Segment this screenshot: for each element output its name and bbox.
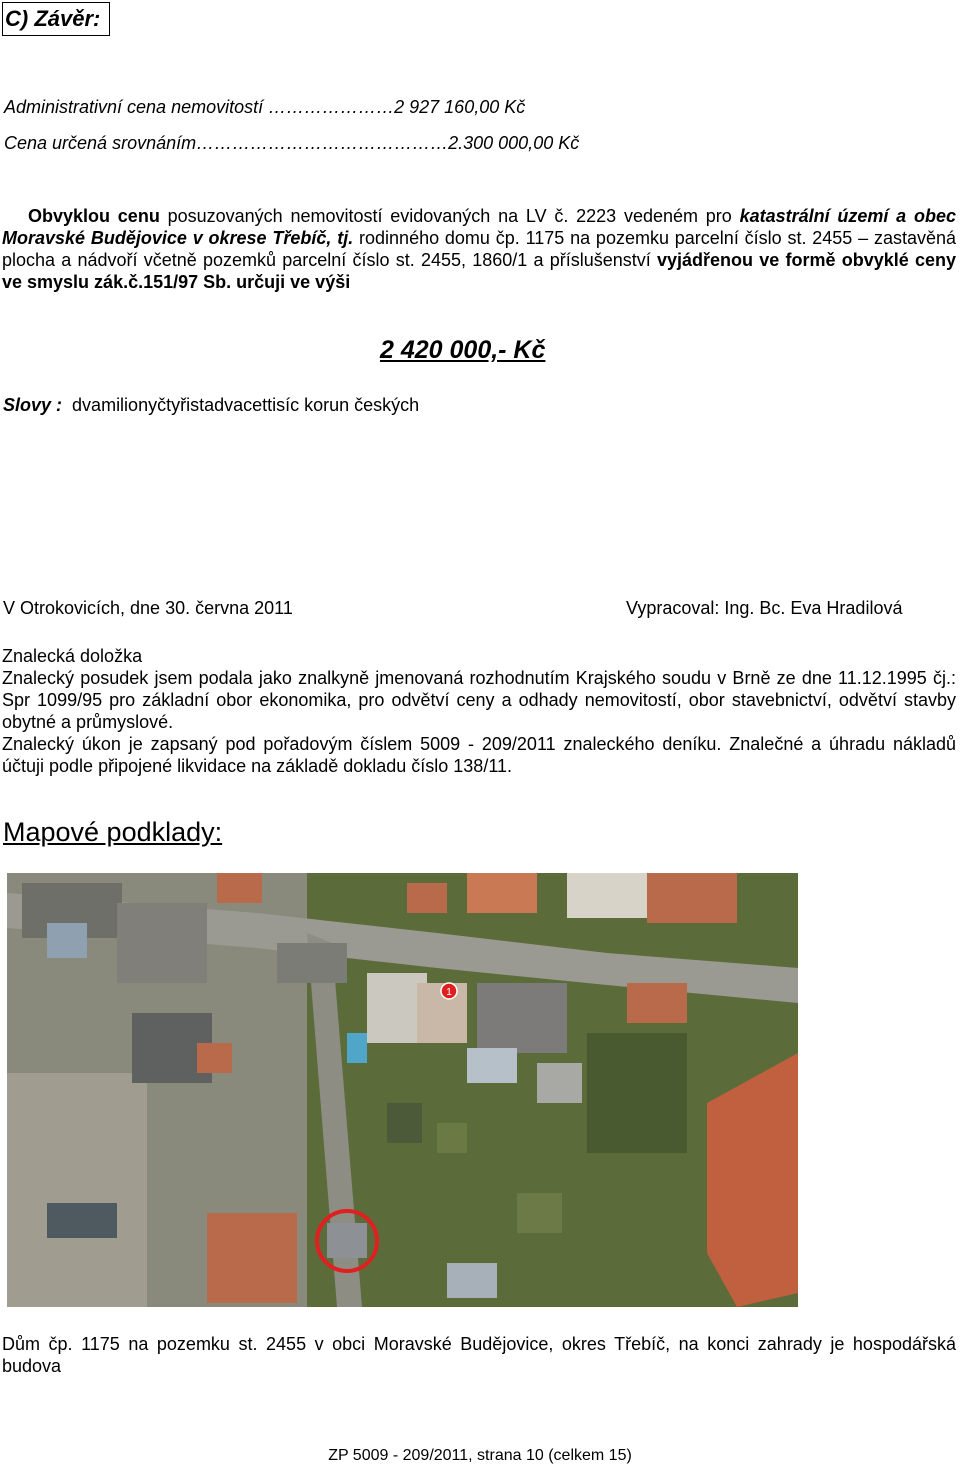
words-label: Slovy : (3, 395, 63, 415)
clause-paragraph-2: Znalecký úkon je zapsaný pod pořadovým číslem 5009 - 209/2011 znaleckého deníku. Znalečné a úhradu nákladů účtuji podle připojené likvidace na základě dokladu číslo 138/11. (2, 734, 956, 776)
conclusion-s5: vyjádřenou ve formě obvyklé ceny ve smyslu zák.č.151/97 Sb. určuji ve výši (2, 250, 956, 292)
conclusion-s2: posuzovaných nemovitostí evidovaných na LV č. 2223 vedeném pro (159, 206, 740, 226)
admin-price-label: Administrativní cena nemovitostí (4, 97, 269, 117)
amount-in-words (3, 395, 419, 416)
conclusion-paragraph (2, 205, 956, 293)
compare-price-label: Cena určená srovnáním (4, 133, 197, 153)
admin-price-line (4, 97, 525, 118)
map-marker-label: 1 (446, 987, 452, 998)
words-value: dvamilionyčtyřistadvacettisíc korun českých (72, 395, 420, 415)
map-heading: Mapové podklady: (3, 817, 223, 847)
clause-paragraph-1: Znalecký posudek jsem podala jako znalkyně jmenovaná rozhodnutím Krajského soudu v Brně ze dne 11.12.1995 čj.: Spr 1099/95 pro základní obor ekonomika, pro odvětví ceny a odhady nemovitostí, obor stavebnictví, odvětví stavby obytné a průmyslové. (2, 668, 956, 732)
aerial-map-image (7, 873, 798, 1307)
clause-title: Znalecká doložka (2, 646, 143, 666)
conclusion-s4: rodinného domu čp. 1175 na pozemku parcelní číslo st. 2455 – zastavěná plocha a nádvoří včetně pozemků parcelní číslo st. 2455, 1860/1 a příslušenství (2, 228, 956, 270)
prepared-by: Vypracoval: Ing. Bc. Eva Hradilová (626, 598, 903, 618)
final-amount: 2 420 000,- Kč (380, 336, 546, 364)
section-heading: C) Závěr: (2, 2, 110, 36)
compare-price-line (4, 133, 579, 154)
compare-price-value: 2.300 000,00 Kč (448, 133, 580, 153)
admin-price-value: 2 927 160,00 Kč (394, 97, 526, 117)
admin-price-dots: ………………… (268, 97, 395, 117)
conclusion-s1: Obvyklou cenu (28, 206, 160, 226)
place-date: V Otrokovicích, dne 30. června 2011 (3, 598, 293, 618)
page-footer: ZP 5009 - 209/2011, strana 10 (celkem 15) (328, 1447, 632, 1464)
map-caption: Dům čp. 1175 na pozemku st. 2455 v obci Moravské Budějovice, okres Třebíč, na konci zahrady je hospodářská budova (2, 1334, 956, 1376)
compare-price-dots: …………………………………… (196, 133, 449, 153)
expert-clause (2, 645, 956, 777)
conclusion-s3: katastrální území a obec Moravské Budějovice v okrese Třebíč, tj. (2, 206, 956, 248)
